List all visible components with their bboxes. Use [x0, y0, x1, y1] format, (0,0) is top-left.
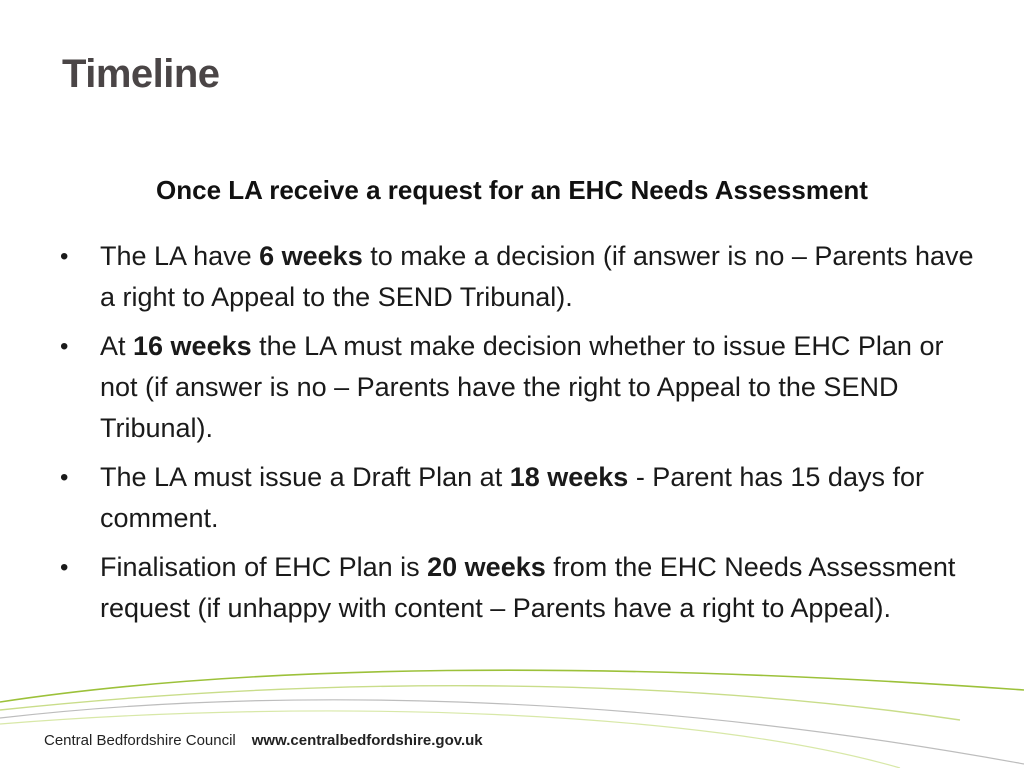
footer [44, 732, 483, 749]
bullet-list [58, 236, 978, 637]
bullet-text: to make a decision (if answer is no – Parents have a right to Appeal to the SEND Tribunal). [100, 241, 974, 312]
bullet-icon: • [60, 333, 69, 360]
bullet-text: Finalisation of EHC Plan is [100, 552, 428, 582]
footer-council-name: Central Bedfordshire Council [44, 732, 236, 749]
bullet-text: the LA must make decision whether to issue EHC Plan or not (if answer is no – Parents have the right to Appeal to the SEND Tribunal). [100, 331, 944, 443]
bullet-emphasis: 6 weeks [259, 241, 363, 271]
slide-subtitle: Once LA receive a request for an EHC Needs Assessment [156, 175, 868, 205]
bullet-item [58, 547, 978, 629]
bullet-icon: • [60, 554, 69, 581]
bullet-text: At [100, 331, 134, 361]
bullet-text: The LA must issue a Draft Plan at [100, 462, 510, 492]
bullet-item [58, 236, 978, 318]
bullet-text: - Parent has 15 days for comment. [100, 462, 924, 533]
bullet-icon: • [60, 464, 69, 491]
bullet-emphasis: 16 weeks [133, 331, 252, 361]
bullet-text: from the EHC Needs Assessment request (if unhappy with content – Parents have a right to Appeal). [100, 552, 956, 623]
bullet-text: The LA have [100, 241, 260, 271]
bullet-emphasis: 20 weeks [427, 552, 546, 582]
bullet-icon: • [60, 243, 69, 270]
bullet-item [58, 457, 978, 539]
footer-url-link[interactable]: www.centralbedfordshire.gov.uk [251, 732, 483, 749]
bullet-emphasis: 18 weeks [509, 462, 629, 492]
slide-title: Timeline [62, 52, 220, 96]
footer-swoosh-decoration [0, 660, 1024, 768]
bullet-item [58, 326, 978, 449]
